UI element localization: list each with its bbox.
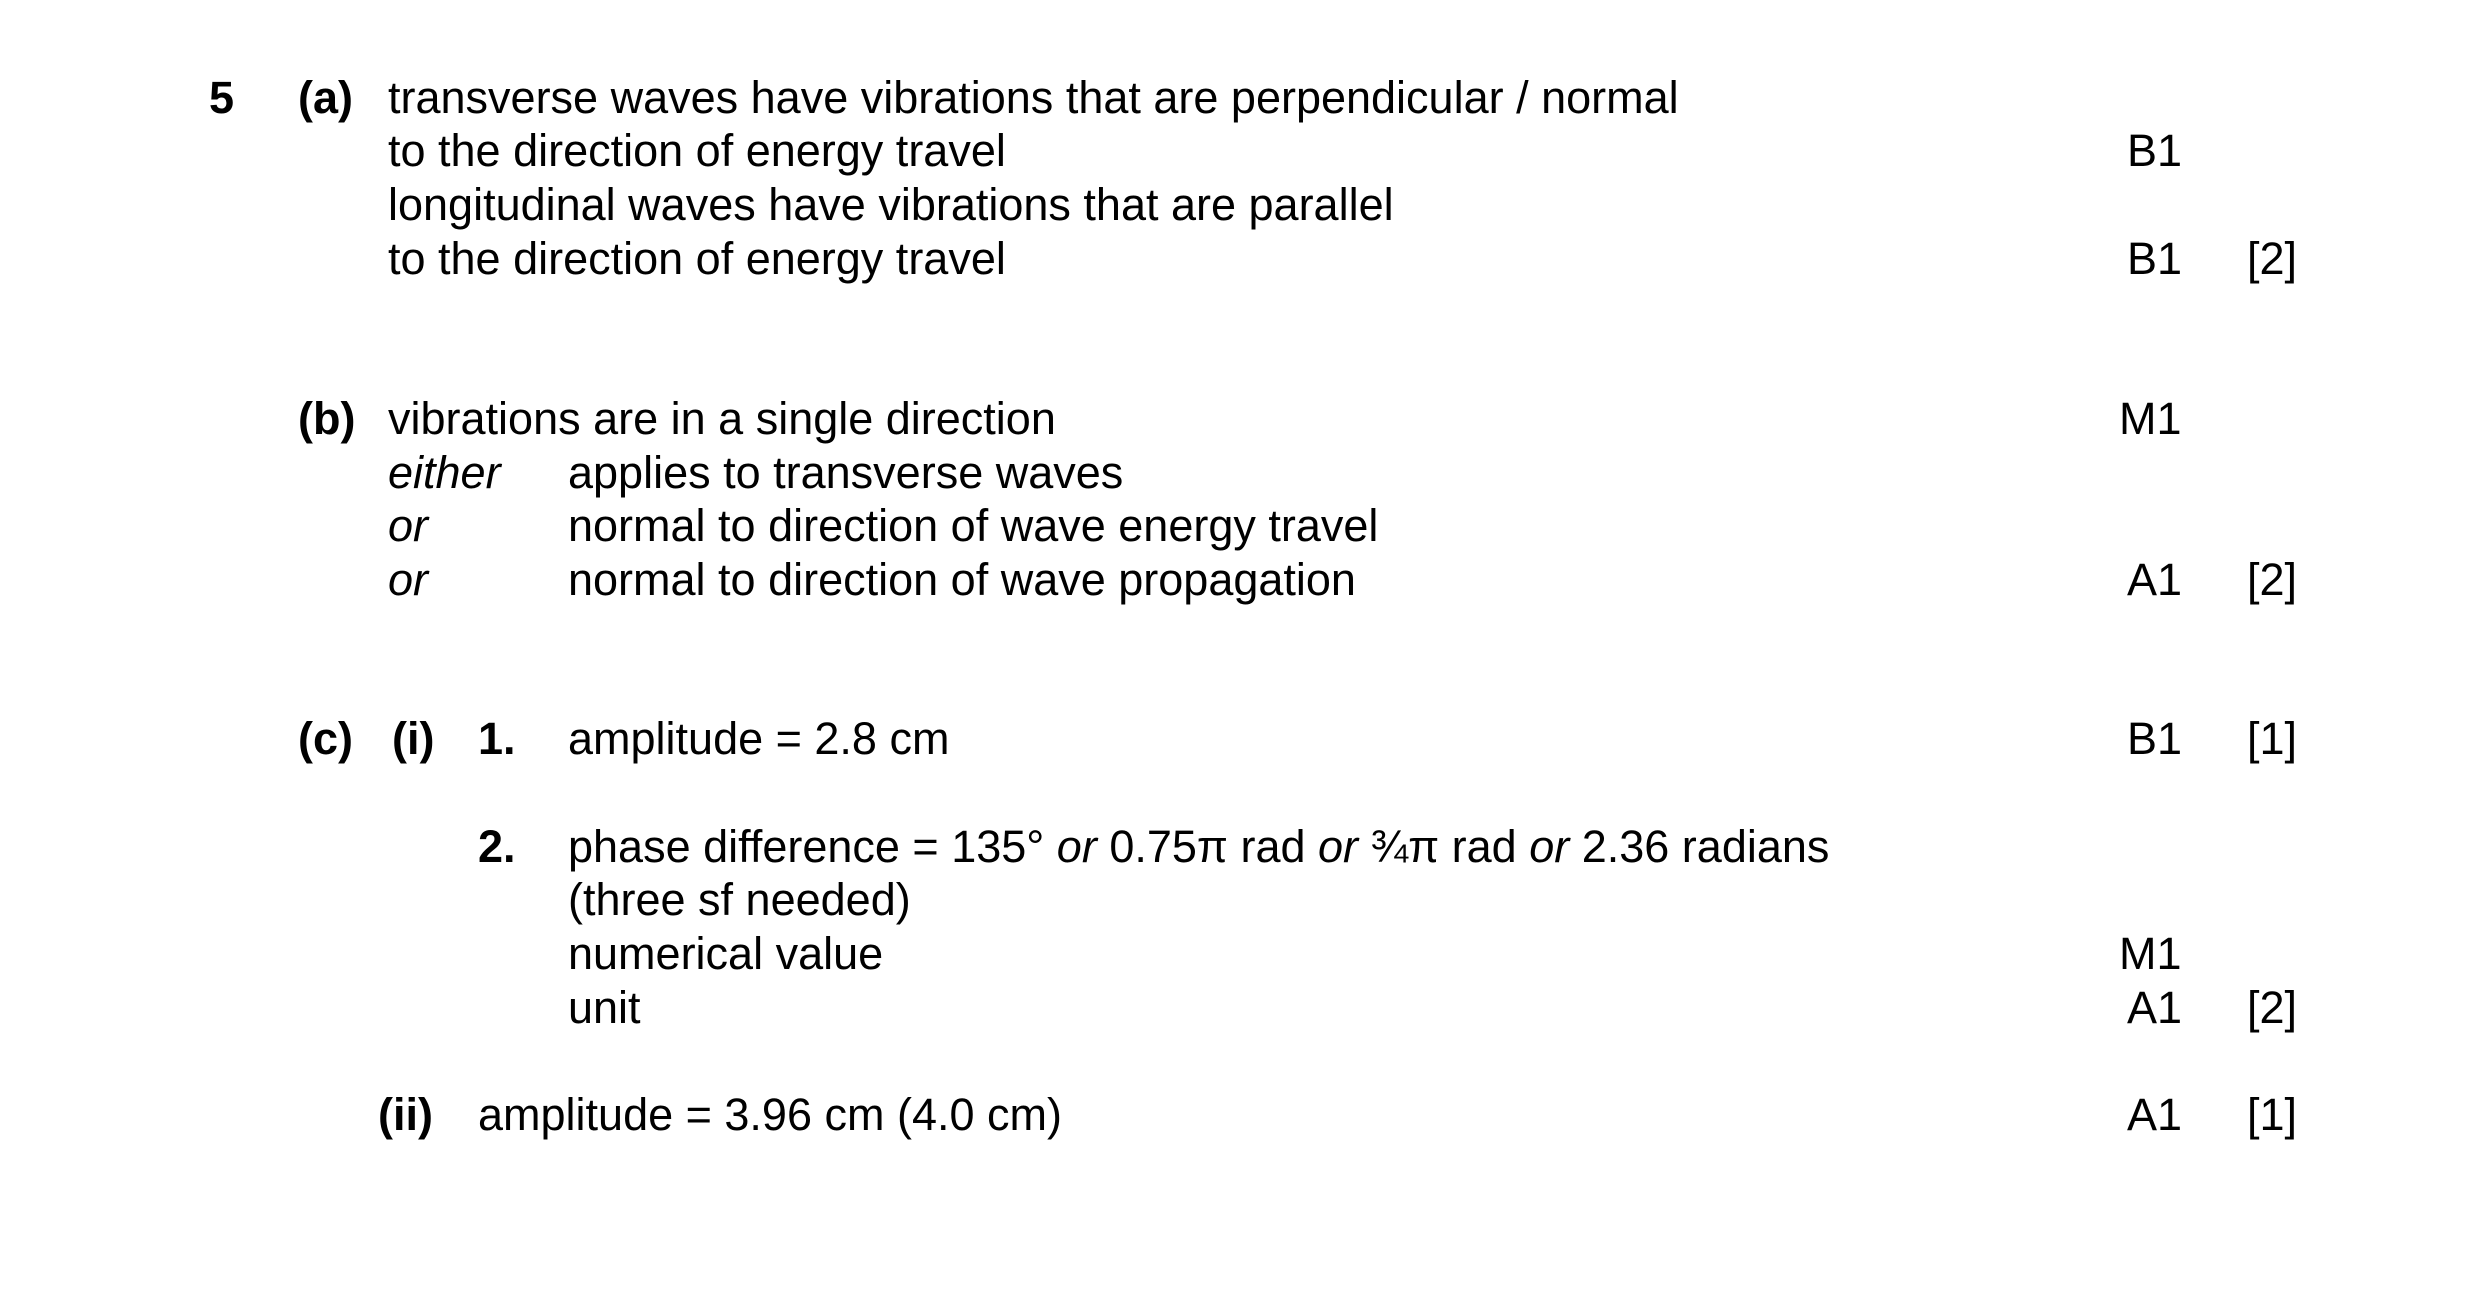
part-b-alt-1-word: either — [388, 447, 501, 498]
part-a-line-1: transverse waves have vibrations that are perpendicular / normal — [388, 72, 1679, 123]
phase-value-radians: 2.36 radians — [1581, 821, 1830, 872]
part-c-i-1-total: [1] — [2247, 713, 2298, 764]
or-word: or — [1318, 821, 1359, 872]
part-a-line-4: to the direction of energy travel — [388, 233, 1006, 284]
phase-value-pi: 0.75π rad — [1109, 821, 1306, 872]
part-a-line-3: longitudinal waves have vibrations that are parallel — [388, 179, 1394, 230]
part-c-ii-label: (ii) — [378, 1089, 433, 1140]
or-word: or — [1056, 821, 1097, 872]
part-b-mark-1: M1 — [2119, 393, 2182, 444]
part-c-i-1-label: 1. — [478, 713, 516, 764]
phase-difference-text: phase difference = 135° — [568, 821, 1045, 872]
part-b-alt-1-text: applies to transverse waves — [568, 447, 1124, 498]
part-a-line-2: to the direction of energy travel — [388, 125, 1006, 176]
part-b-line-1: vibrations are in a single direction — [388, 393, 1056, 444]
part-c-i-2-line-3: numerical value — [568, 928, 884, 979]
part-b-alt-3-text: normal to direction of wave propagation — [568, 554, 1356, 605]
part-c-i-2-total: [2] — [2247, 982, 2298, 1033]
part-c-i-2-line-4: unit — [568, 982, 641, 1033]
part-c-label: (c) — [298, 713, 353, 764]
part-c-i-1-text: amplitude = 2.8 cm — [568, 713, 950, 764]
part-c-i-2-line-2: (three sf needed) — [568, 874, 911, 925]
or-word: or — [1529, 821, 1570, 872]
part-c-ii-total: [1] — [2247, 1089, 2298, 1140]
part-a-mark-2: B1 — [2127, 233, 2183, 284]
part-c-i-2-label: 2. — [478, 821, 516, 872]
part-c-i-2-mark-2: A1 — [2127, 982, 2183, 1033]
part-b-alt-3-word: or — [388, 554, 429, 605]
phase-value-fraction: ¾π rad — [1370, 821, 1517, 872]
part-a-mark-1: B1 — [2127, 125, 2183, 176]
question-number: 5 — [209, 72, 235, 123]
part-c-i-1-mark: B1 — [2127, 713, 2183, 764]
part-b-alt-2-text: normal to direction of wave energy travel — [568, 500, 1379, 551]
part-a-label: (a) — [298, 72, 353, 123]
part-b-label: (b) — [298, 393, 356, 444]
part-c-i-label: (i) — [392, 713, 435, 764]
part-c-ii-mark: A1 — [2127, 1089, 2183, 1140]
part-c-i-2-line-1 — [568, 821, 1830, 872]
part-c-ii-text: amplitude = 3.96 cm (4.0 cm) — [478, 1089, 1062, 1140]
part-b-alt-2-word: or — [388, 500, 429, 551]
part-c-i-2-mark-1: M1 — [2119, 928, 2182, 979]
part-a-total: [2] — [2247, 233, 2298, 284]
part-b-total: [2] — [2247, 554, 2298, 605]
part-b-mark-2: A1 — [2127, 554, 2183, 605]
